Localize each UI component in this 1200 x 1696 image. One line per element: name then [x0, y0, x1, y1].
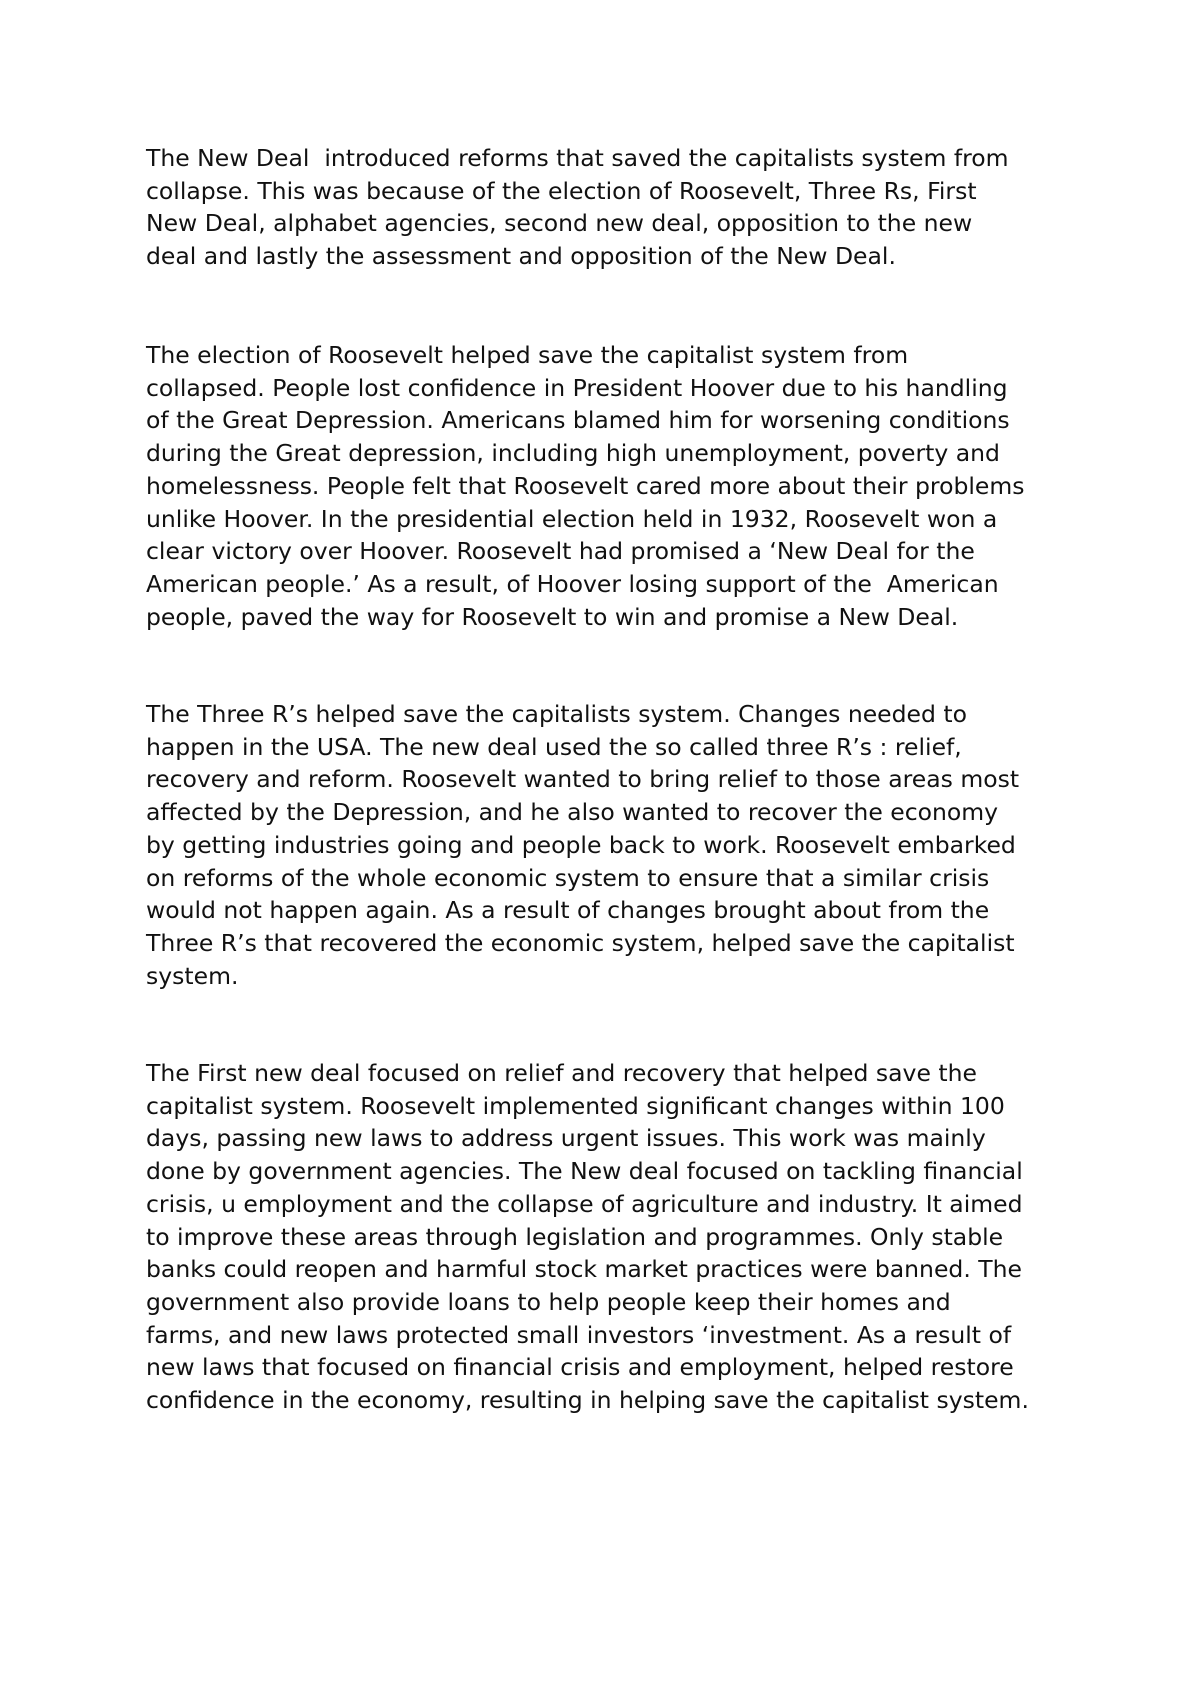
text-line: deal and lastly the assessment and opposition of the New Deal. — [146, 242, 896, 271]
text-line: would not happen again. As a result of changes brought about from the — [146, 896, 990, 925]
text-line: American people.’ As a result, of Hoover losing support of the American — [146, 569, 999, 598]
text-line: by getting industries going and people back to work. Roosevelt embarked — [146, 830, 1016, 859]
text-line: The election of Roosevelt helped save the capitalist system from — [146, 341, 909, 369]
paragraph-first-new-deal — [146, 1057, 1086, 1417]
text-line: collapsed. People lost confidence in President Hoover due to his handling — [146, 373, 1008, 402]
text-line: government also provide loans to help people keep their homes and — [146, 1287, 951, 1316]
paragraph-three-rs — [146, 698, 1086, 992]
text-line: farms, and new laws protected small investors ‘investment. As a result of — [146, 1320, 1012, 1349]
text-line: system. — [146, 961, 239, 990]
text-line: to improve these areas through legislation and programmes. Only stable — [146, 1222, 1004, 1251]
text-line: on reforms of the whole economic system to ensure that a similar crisis — [146, 863, 990, 892]
text-line: The First new deal focused on relief and recovery that helped save the — [146, 1059, 977, 1087]
text-line: The Three R’s helped save the capitalists system. Changes needed to — [146, 700, 967, 728]
text-line: confidence in the economy, resulting in helping save the capitalist system. — [146, 1386, 1029, 1415]
text-line: New Deal, alphabet agencies, second new deal, opposition to the new — [146, 209, 973, 238]
text-line: collapse. This was because of the election of Roosevelt, Three Rs, First — [146, 176, 977, 205]
text-line: affected by the Depression, and he also wanted to recover the economy — [146, 798, 999, 827]
text-line: The New Deal introduced reforms that saved the capitalists system from — [146, 144, 1009, 172]
text-line: days, passing new laws to address urgent issues. This work was mainly — [146, 1124, 986, 1153]
text-line: done by government agencies. The New deal focused on tackling financial — [146, 1157, 1023, 1186]
paragraph-election-of-roosevelt — [146, 339, 1086, 633]
text-line: people, paved the way for Roosevelt to win and promise a New Deal. — [146, 602, 959, 631]
text-line: happen in the USA. The new deal used the so called three R’s : relief, — [146, 732, 962, 761]
text-line: during the Great depression, including high unemployment, poverty and — [146, 439, 1000, 468]
paragraph-introduction — [146, 142, 1086, 273]
text-line: clear victory over Hoover. Roosevelt had promised a ‘New Deal for the — [146, 537, 975, 566]
text-line: banks could reopen and harmful stock market practices were banned. The — [146, 1255, 1022, 1284]
text-line: of the Great Depression. Americans blamed him for worsening conditions — [146, 406, 1010, 435]
text-line: Three R’s that recovered the economic system, helped save the capitalist — [146, 928, 1015, 957]
text-line: new laws that focused on financial crisis and employment, helped restore — [146, 1353, 1014, 1382]
text-line: crisis, u employment and the collapse of agriculture and industry. It aimed — [146, 1189, 1023, 1218]
text-line: recovery and reform. Roosevelt wanted to bring relief to those areas most — [146, 765, 1020, 794]
text-line: unlike Hoover. In the presidential election held in 1932, Roosevelt won a — [146, 504, 998, 533]
text-line: homelessness. People felt that Roosevelt cared more about their problems — [146, 471, 1025, 500]
text-line: capitalist system. Roosevelt implemented significant changes within 100 — [146, 1091, 1005, 1120]
